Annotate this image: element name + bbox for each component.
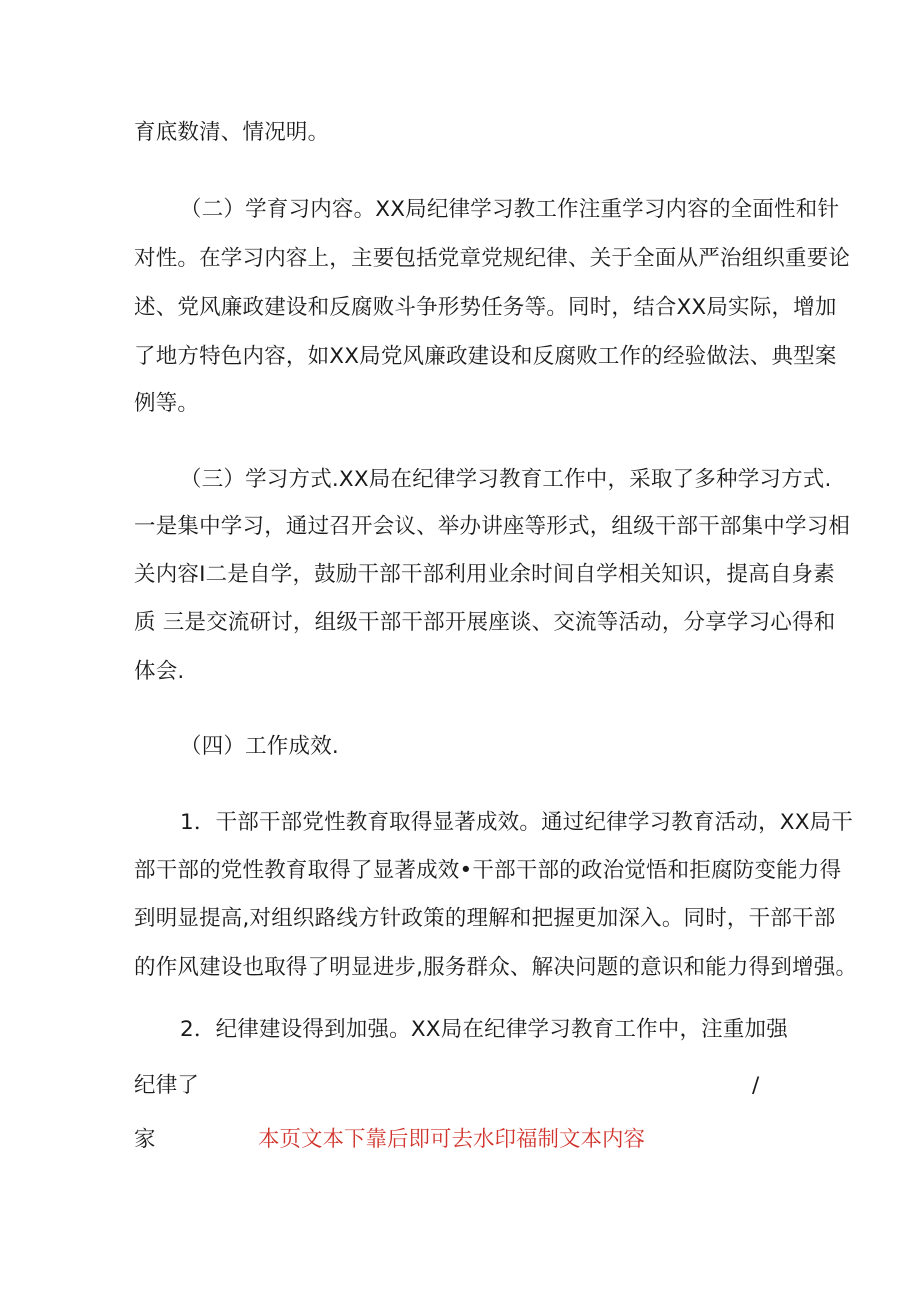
- paragraph-line: 育底数清、情况明。: [134, 120, 330, 145]
- section-heading-line: （三）学习方式.XX局在纪律学习教育工作中，采取了多种学习方式.: [180, 467, 832, 492]
- paragraph-line: 部干部的党性教育取得了显著成效•干部干部的政治觉悟和拒腐防变能力得: [134, 858, 842, 883]
- paragraph-line: 一是集中学习，通过召开会议、举办讲座等形式，组级干部干部集中学习相: [134, 514, 851, 539]
- truncated-line: 家: [134, 1127, 156, 1152]
- paragraph-line: 述、党风廉政建设和反腐败斗争形势任务等。同时，结合XX局实际，增加: [134, 295, 837, 320]
- paragraph-line: 了地方特色内容，如XX局党风廉政建设和反腐败工作的经验做法、典型案: [134, 344, 837, 369]
- paragraph-line: 关内容I二是自学，鼓励干部干部利用业余时间自学相关知识，提高自身素: [134, 562, 835, 587]
- paragraph-line: 体会.: [134, 659, 185, 684]
- watermark-removal-note[interactable]: 本页文本下靠后即可去水印福制文本内容: [258, 1127, 646, 1152]
- section-heading-line: （四）工作成效.: [180, 734, 339, 759]
- paragraph-line: 的作风建设也取得了明显进步,服务群众、解决问题的意识和能力得到增强。: [134, 955, 858, 980]
- paragraph-line: 质 三是交流研讨，组级干部干部开展座谈、交流等活动，分享学习心得和: [134, 610, 836, 635]
- section-heading-line: （二）学育习内容。XX局纪律学习教工作注重学习内容的全面性和针: [180, 197, 840, 222]
- numbered-item-line: 1．干部干部党性教育取得显著成效。通过纪律学习教育活动，XX局干: [180, 810, 854, 835]
- truncated-line: 纪律了: [134, 1073, 200, 1098]
- paragraph-line: 例等。: [134, 391, 200, 416]
- slash-mark: /: [752, 1073, 760, 1098]
- paragraph-line: 到明显提高,对组织路线方针政策的理解和把握更加深入。同时，干部干部: [134, 906, 836, 931]
- paragraph-line: 对性。在学习内容上，主要包括党章党规纪律、关于全面从严治组织重要论: [134, 246, 851, 271]
- numbered-item-line: 2．纪律建设得到加强。XX局在纪律学习教育工作中，注重加强: [180, 1017, 788, 1042]
